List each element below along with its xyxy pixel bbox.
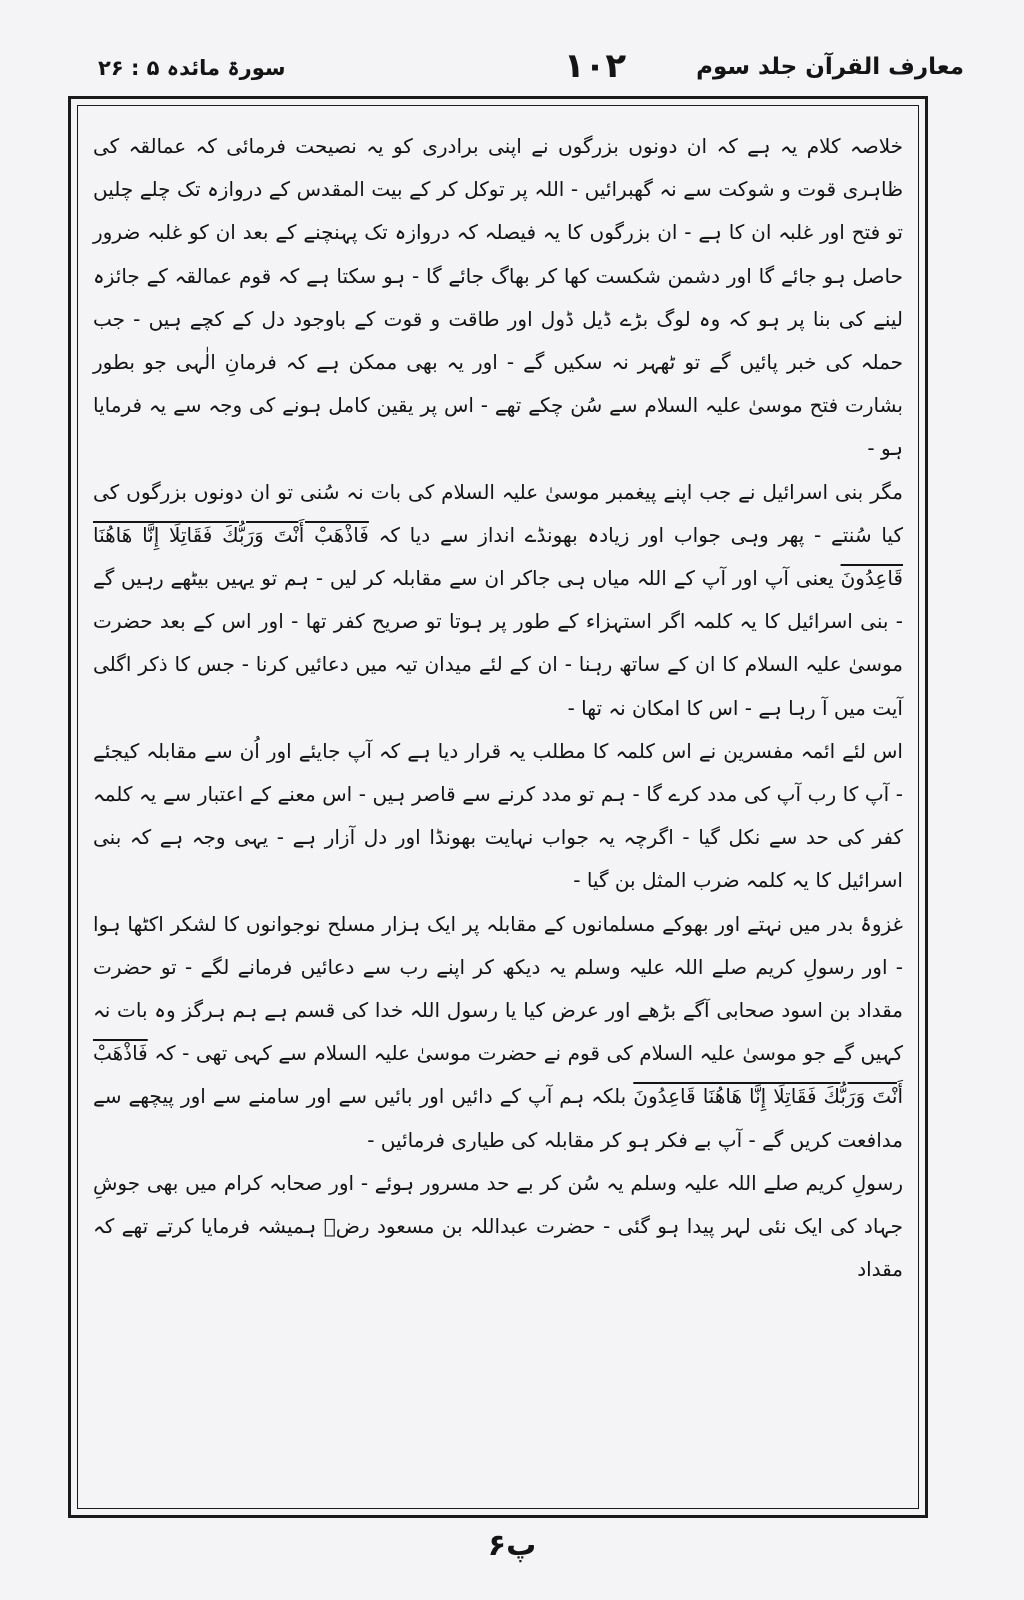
paragraph: اس لئے ائمہ مفسرین نے اس کلمہ کا مطلب یہ قرار دیا ہے کہ آپ جایئے اور اُن سے مقابلہ کیجئے - آپ کا رب آپ کی مدد کرے گا - ہم تو مدد کرنے سے قاصر ہیں - اس معنے کے اعتبار سے یہ کلمہ کفر کی حد سے نکل گیا - اگرچہ یہ جواب نہایت بھونڈا اور دل آزار ہے - یہی وجہ ہے کہ بنی اسرائیل کا یہ کلمہ ضرب المثل بن گیا - <box>93 738 903 893</box>
paragraph: خلاصہ کلام یہ ہے کہ ان دونوں بزرگوں نے اپنی برادری کو یہ نصیحت فرمائی کہ عمالقہ کی ظاہری قوت و شوکت سے نہ گھبرائیں - اللہ پر توکل کر کے بیت المقدس کے دروازہ تک چلے چلیں تو فتح اور غلبہ ان کا ہے - ان بزرگوں کا یہ فیصلہ کہ دروازہ تک پہنچنے کے بعد ان کو غلبہ ضرور حاصل ہو جائے گا اور دشمن شکست کھا کر بھاگ جائے گا - ہو سکتا ہے کہ قوم عمالقہ کے جائزہ لینے کی بنا پر ہو کہ وہ لوگ بڑے ڈیل ڈول اور طاقت و قوت کے باوجود دل کے کچے ہیں - جب حملہ کی خبر پائیں گے تو ٹھہر نہ سکیں گے - اور یہ بھی ممکن ہے کہ فرمانِ الٰہی جو بطور بشارت فتح موسیٰ علیہ السلام سے سُن چکے تھے - اس پر یقین کامل ہونے کی وجہ سے یہ فرمایا ہو - <box>93 134 903 461</box>
paragraph: رسولِ کریم صلے اللہ علیہ وسلم یہ سُن کر بے حد مسرور ہوئے - اور صحابہ کرام میں بھی جوشِ جہاد کی ایک نئی لہر پیدا ہو گئی - حضرت عبداللہ بن مسعود رضؓ ہمیشہ فرمایا کرتے تھے کہ مقداد <box>93 1170 903 1282</box>
paragraph-text: بلکہ ہم آپ کے دائیں اور بائیں سے اور سامنے سے اور پیچھے سے مدافعت کریں گے - آپ بے فکر ہو کر مقابلہ کی طیاری فرمائیں - <box>93 1084 903 1152</box>
paragraph-text: مگر بنی اسرائیل نے جب اپنے پیغمبر موسیٰ علیہ السلام کی بات نہ سُنی تو ان دونوں بزرگوں کی کیا سُنتے - پھر وہی جواب اور زیادہ بھونڈے انداز سے دیا کہ <box>93 479 903 547</box>
surah-reference: سورۃ مائدہ ۵ : ۲۶ <box>98 56 286 80</box>
paragraph <box>93 471 903 730</box>
quran-verse: فَاذْهَبْ أَنْتَ وَرَبُّكَ فَقَاتِلَا إِنَّا هَاهُنَا قَاعِدُونَ <box>93 522 903 591</box>
book-title: معارف القرآن جلد سوم <box>696 54 964 80</box>
page-header <box>60 46 984 88</box>
paragraph-text: یعنی آپ اور آپ کے اللہ میاں ہی جاکر ان سے مقابلہ کر لیں - ہم تو یہیں بیٹھے رہیں گے - بنی اسرائیل کا یہ کلمہ اگر استہزاء کے طور پر ہوتا تو صریح کفر تھا - اور اس کے بعد حضرت موسیٰ علیہ السلام کا ان کے ساتھ رہنا - ان کے لئے میدان تیہ میں دعائیں کرنا - جس کا ذکر اگلی آیت میں آ رہا ہے - اس کا امکان نہ تھا - <box>93 566 903 720</box>
body-text <box>93 125 903 1503</box>
paragraph-text: غزوۂ بدر میں نہتے اور بھوکے مسلمانوں کے مقابلہ پر ایک ہزار مسلح نوجوانوں کا لشکر اکٹھا ہوا - اور رسولِ کریم صلے اللہ علیہ وسلم یہ دیکھ کر اپنے رب سے دعائیں فرمانے لگے - تو حضرت مقداد بن اسود صحابی آگے بڑھے اور عرض کیا یا رسول اللہ خدا کی قسم ہے ہم ہرگز وہ بات نہ کہیں گے جو موسیٰ علیہ السلام کی قوم نے حضرت موسیٰ علیہ السلام سے کہی تھی - کہ <box>93 911 904 1066</box>
page-number: ۱۰۲ <box>563 46 627 86</box>
paragraph <box>93 903 903 1162</box>
part-marker: پ۶ <box>487 1528 537 1563</box>
quran-verse: فَاذْهَبْ أَنْتَ وَرَبُّكَ فَقَاتِلَا إِنَّا هَاهُنَا قَاعِدُونَ <box>93 1041 904 1109</box>
page-frame <box>68 96 928 1518</box>
